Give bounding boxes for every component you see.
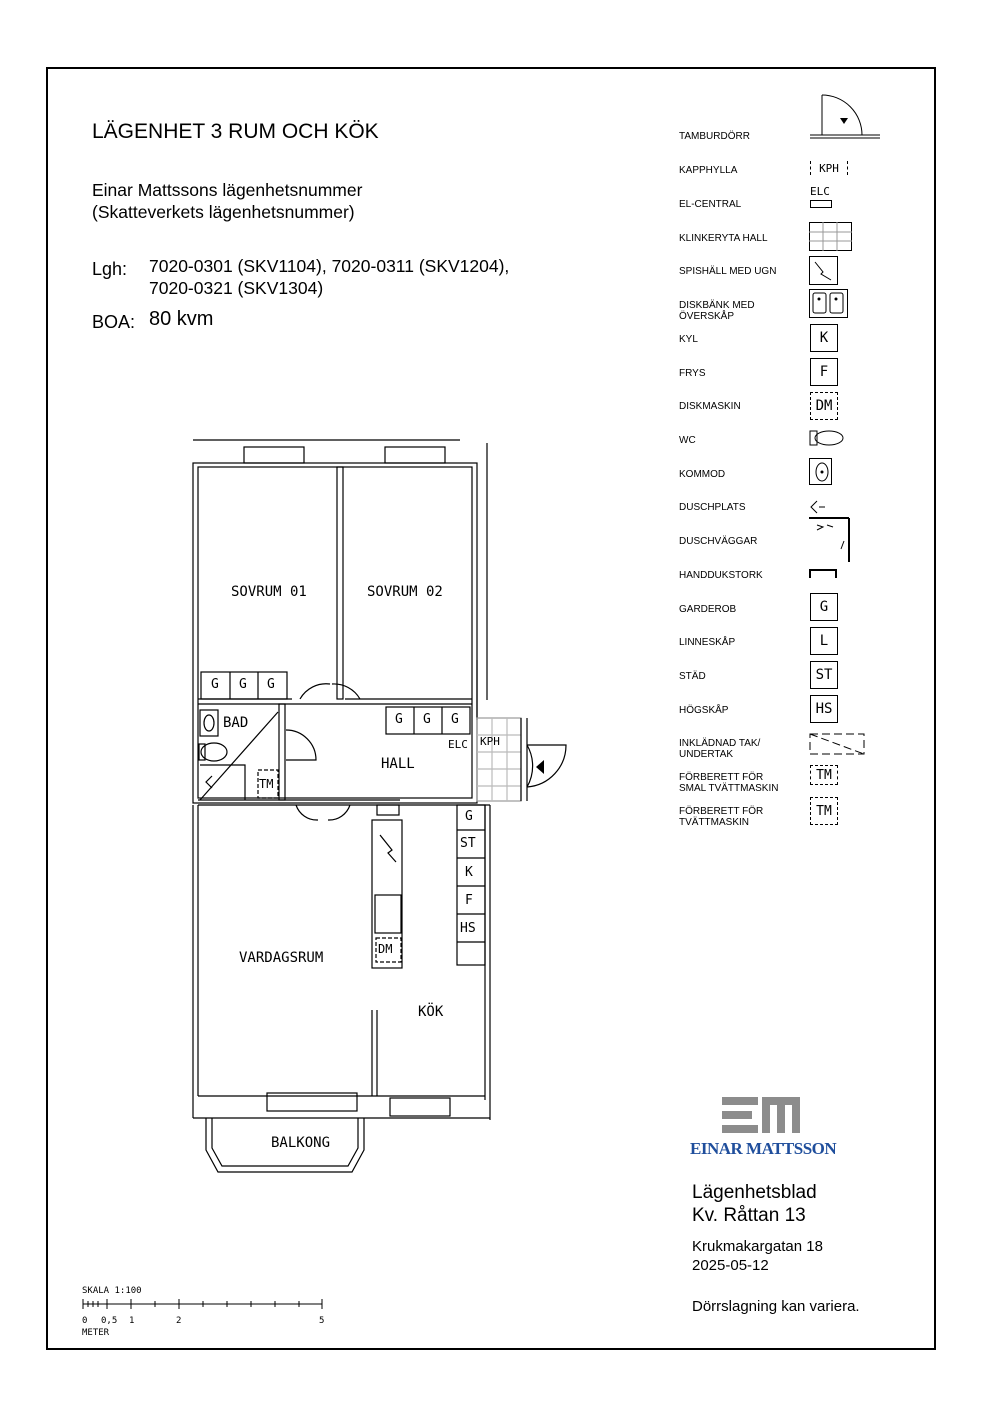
legend-label-dishwasher: DISKMASKIN xyxy=(679,401,741,412)
room-label-hall: HALL xyxy=(381,756,415,772)
fixture-elc: ELC xyxy=(448,738,468,751)
date: 2025-05-12 xyxy=(692,1257,769,1274)
legend-label-stove: SPISHÄLL MED UGN xyxy=(679,266,777,277)
legend-label-washer-2: TVÄTTMASKIN xyxy=(679,817,750,828)
fixture-tm: TM xyxy=(259,777,274,791)
legend-symbol-dm: DM xyxy=(810,392,838,420)
washbasin-icon xyxy=(809,458,835,488)
numbering-line-2: (Skatteverkets lägenhetsnummer) xyxy=(92,202,355,222)
room-label-sovrum-01: SOVRUM 01 xyxy=(231,584,307,600)
legend-elc-box xyxy=(810,200,832,208)
ceiling-cladding-icon xyxy=(809,732,867,758)
shower-walls-icon xyxy=(809,517,853,565)
room-label-sovrum-02: SOVRUM 02 xyxy=(367,584,443,600)
address: Krukmakargatan 18 xyxy=(692,1238,823,1255)
fixture-wardrobe-5: G xyxy=(423,712,431,727)
scale-tick-05: 0,5 xyxy=(101,1316,118,1326)
fixture-k: K xyxy=(465,865,473,880)
fixture-wardrobe-4: G xyxy=(395,712,403,727)
property-name: Kv. Råttan 13 xyxy=(692,1205,806,1226)
fixture-kph: KPH xyxy=(480,735,500,748)
legend-symbol-kph: KPH xyxy=(810,161,848,175)
shower-icon xyxy=(809,499,829,515)
fixture-st: ST xyxy=(460,836,476,851)
legend-symbol-tm-narrow: TM xyxy=(810,765,838,785)
legend-label-electrical-panel: EL-CENTRAL xyxy=(679,199,742,210)
lgh-line-2: 7020-0321 (SKV1304) xyxy=(149,278,324,298)
scale-tick-1: 1 xyxy=(129,1316,135,1326)
legend-symbol-tm: TM xyxy=(810,797,838,825)
lgh-line-1: 7020-0301 (SKV1104), 7020-0311 (SKV1204), xyxy=(149,256,510,276)
legend-symbol-k: K xyxy=(810,324,838,352)
room-label-bad: BAD xyxy=(223,715,249,731)
legend-label-sink: DISKBÄNK MED xyxy=(679,300,755,311)
legend-label-cleaning-closet: STÄD xyxy=(679,671,706,682)
legend-label-freezer: FRYS xyxy=(679,368,706,379)
legend-label-shower: DUSCHPLATS xyxy=(679,502,746,513)
towel-rail-icon xyxy=(809,568,839,580)
door-note: Dörrslagning kan variera. xyxy=(692,1298,860,1315)
scale-label: SKALA 1:100 xyxy=(82,1286,142,1296)
legend-label-entrance-door: TAMBURDÖRR xyxy=(679,131,750,142)
legend-label-coat-rack: KAPPHYLLA xyxy=(679,165,738,176)
legend-label-wardrobe: GARDEROB xyxy=(679,604,737,615)
legend-label-ceiling: INKLÄDNAD TAK/ xyxy=(679,738,761,749)
scale-tick-2: 2 xyxy=(176,1316,182,1326)
fixture-wardrobe-3: G xyxy=(267,677,275,692)
logo-wordmark: EINAR MATTSSON xyxy=(690,1139,837,1158)
page-title: LÄGENHET 3 RUM OCH KÖK xyxy=(92,120,379,143)
legend-symbol-f: F xyxy=(810,358,838,386)
legend-symbol-elc: ELC xyxy=(810,185,830,198)
numbering-line-1: Einar Mattssons lägenhetsnummer xyxy=(92,180,363,200)
room-label-vardagsrum: VARDAGSRUM xyxy=(239,950,324,966)
toilet-icon xyxy=(809,428,845,448)
room-label-balkong: BALKONG xyxy=(271,1135,331,1151)
fixture-wardrobe-6: G xyxy=(451,712,459,727)
sink-icon xyxy=(809,289,849,319)
legend-label-fridge: KYL xyxy=(679,334,698,345)
legend-label-narrow-washer: FÖRBERETT FÖR xyxy=(679,772,764,783)
entrance-door-icon xyxy=(800,90,890,140)
legend-label-tile-floor: KLINKERYTA HALL xyxy=(679,233,768,244)
fixture-wardrobe-2: G xyxy=(239,677,247,692)
legend-symbol-st: ST xyxy=(810,661,838,689)
room-label-kok: KÖK xyxy=(418,1004,444,1020)
scale-tick-0: 0 xyxy=(82,1316,88,1326)
legend-label-narrow-washer-2: SMAL TVÄTTMASKIN xyxy=(679,783,779,794)
legend-symbol-g: G xyxy=(810,593,838,621)
boa-label: BOA: xyxy=(92,312,136,332)
lgh-label: Lgh: xyxy=(92,259,128,279)
legend-label-shower-walls: DUSCHVÄGGAR xyxy=(679,536,758,547)
legend-symbol-l: L xyxy=(810,627,838,655)
fixture-f: F xyxy=(465,893,473,908)
legend-label-sink-2: ÖVERSKÅP xyxy=(679,311,735,322)
legend-label-towel-rail: HANDDUKSTORK xyxy=(679,570,763,581)
legend-label-ceiling-2: UNDERTAK xyxy=(679,749,734,760)
tile-grid-icon xyxy=(809,222,853,252)
fixture-wardrobe-1: G xyxy=(211,677,219,692)
stove-icon xyxy=(809,256,839,286)
scale-bar xyxy=(80,1296,330,1314)
legend-label-linen-cabinet: LINNESKÅP xyxy=(679,637,736,648)
legend-symbol-hs: HS xyxy=(810,695,838,723)
legend-label-wc: WC xyxy=(679,435,696,446)
einar-mattsson-logo-mark xyxy=(722,1097,802,1133)
legend-label-washer: FÖRBERETT FÖR xyxy=(679,806,764,817)
legend-label-washbasin: KOMMOD xyxy=(679,469,726,480)
fixture-dm: DM xyxy=(378,942,393,956)
scale-unit: METER xyxy=(82,1328,110,1338)
floor-plan xyxy=(180,430,600,1190)
fixture-hs: HS xyxy=(460,921,476,936)
sheet-title: Lägenhetsblad xyxy=(692,1182,817,1203)
legend-label-tall-cabinet: HÖGSKÅP xyxy=(679,705,729,716)
scale-tick-5: 5 xyxy=(319,1316,325,1326)
boa-value: 80 kvm xyxy=(149,308,214,330)
fixture-g-kitchen: G xyxy=(465,809,473,824)
